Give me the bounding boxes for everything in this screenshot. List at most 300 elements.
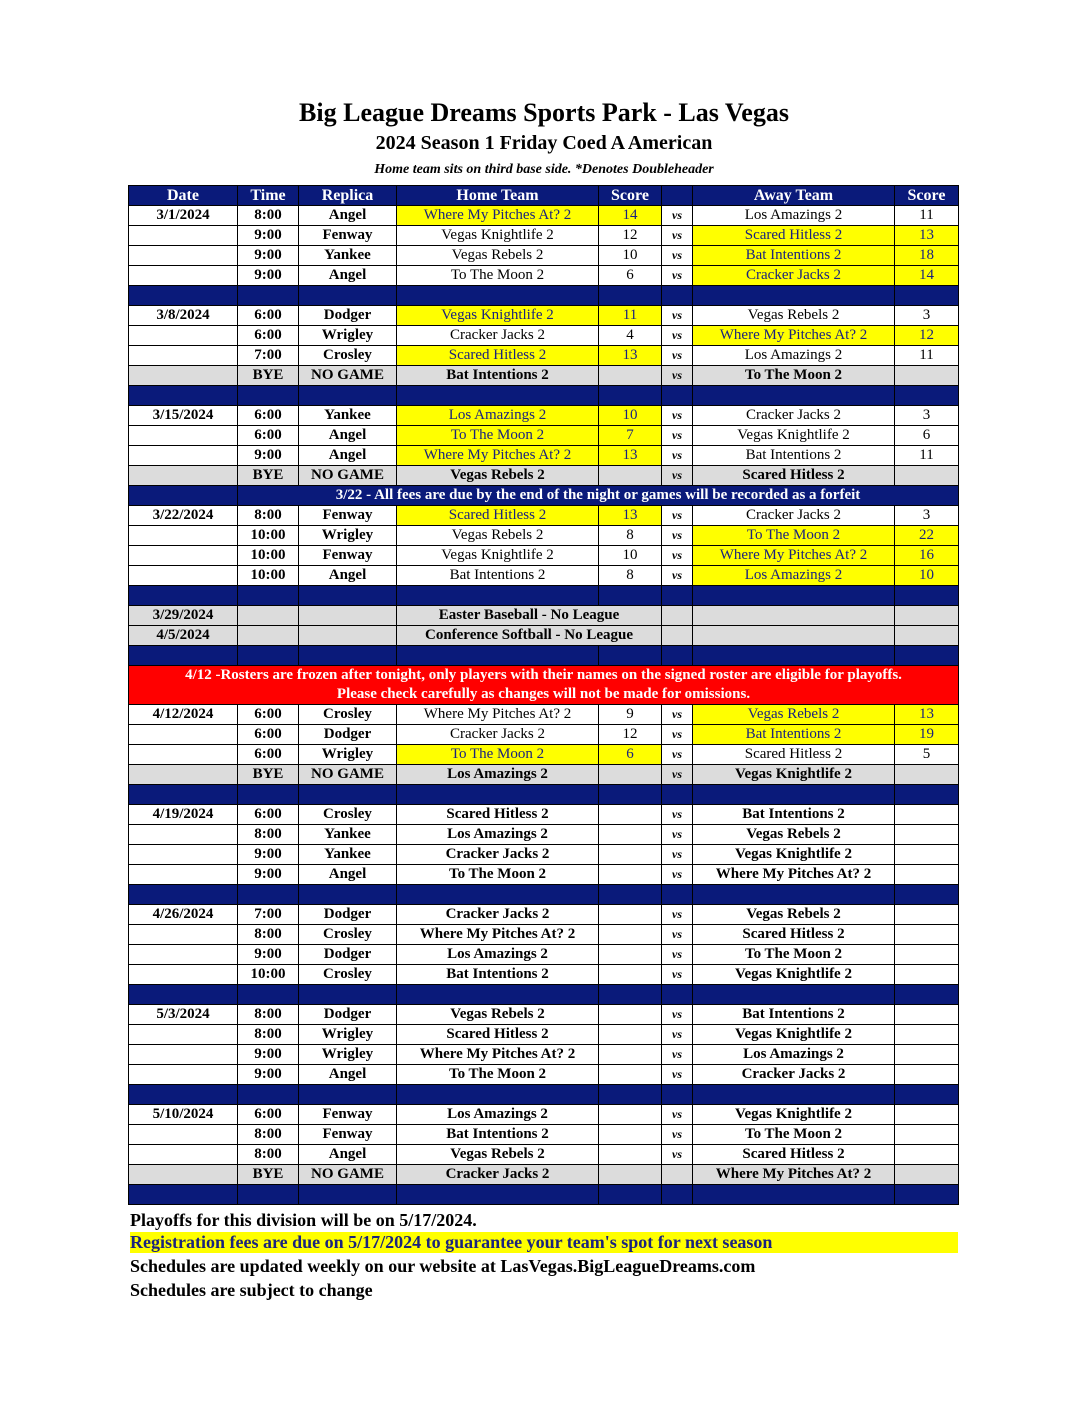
away-team-cell: Vegas Knightlife 2 bbox=[693, 1105, 895, 1125]
home-score-cell: 8 bbox=[599, 526, 662, 546]
home-score-cell: 12 bbox=[599, 725, 662, 745]
game-row bbox=[129, 1025, 959, 1045]
replica-cell: Angel bbox=[299, 566, 397, 586]
home-score-cell: 6 bbox=[599, 745, 662, 765]
time-cell: 9:00 bbox=[238, 226, 299, 246]
vs-cell: vs bbox=[662, 925, 693, 945]
separator-cell bbox=[299, 885, 397, 905]
replica-cell: Dodger bbox=[299, 725, 397, 745]
home-team-cell: Where My Pitches At? 2 bbox=[397, 705, 599, 725]
vs-cell: vs bbox=[662, 226, 693, 246]
game-row bbox=[129, 326, 959, 346]
separator-row bbox=[129, 1185, 959, 1205]
header-home-team: Home Team bbox=[397, 186, 599, 206]
replica-cell: Wrigley bbox=[299, 1045, 397, 1065]
game-row bbox=[129, 266, 959, 286]
away-team-cell bbox=[693, 606, 895, 626]
game-row bbox=[129, 346, 959, 366]
no-league-row bbox=[129, 626, 959, 646]
game-row bbox=[129, 1145, 959, 1165]
away-score-cell bbox=[895, 466, 959, 486]
away-score-cell: 11 bbox=[895, 446, 959, 466]
home-team-cell: Vegas Rebels 2 bbox=[397, 1145, 599, 1165]
separator-cell bbox=[693, 386, 895, 406]
date-cell: 5/3/2024 bbox=[129, 1005, 238, 1025]
away-score-cell bbox=[895, 1045, 959, 1065]
away-team-cell: Cracker Jacks 2 bbox=[693, 266, 895, 286]
home-score-cell bbox=[599, 765, 662, 785]
time-cell: 6:00 bbox=[238, 705, 299, 725]
time-cell: 10:00 bbox=[238, 546, 299, 566]
time-cell: 9:00 bbox=[238, 865, 299, 885]
time-cell bbox=[238, 626, 299, 646]
no-league-row bbox=[129, 606, 959, 626]
away-score-cell: 11 bbox=[895, 206, 959, 226]
home-score-cell: 4 bbox=[599, 326, 662, 346]
home-score-cell: 8 bbox=[599, 566, 662, 586]
game-row bbox=[129, 206, 959, 226]
separator-cell bbox=[299, 985, 397, 1005]
registration-note: Registration fees are due on 5/17/2024 to guarantee your team's spot for next season bbox=[130, 1232, 958, 1253]
home-score-cell bbox=[599, 1145, 662, 1165]
date-cell: 4/12/2024 bbox=[129, 705, 238, 725]
replica-cell: Crosley bbox=[299, 925, 397, 945]
separator-cell bbox=[129, 646, 238, 666]
bye-row bbox=[129, 1165, 959, 1185]
away-team-cell: Bat Intentions 2 bbox=[693, 1005, 895, 1025]
away-team-cell: Los Amazings 2 bbox=[693, 206, 895, 226]
game-row bbox=[129, 446, 959, 466]
separator-cell bbox=[662, 1085, 693, 1105]
away-team-cell: To The Moon 2 bbox=[693, 945, 895, 965]
date-cell: 4/26/2024 bbox=[129, 905, 238, 925]
game-row bbox=[129, 226, 959, 246]
time-cell: 9:00 bbox=[238, 246, 299, 266]
date-cell: 3/1/2024 bbox=[129, 206, 238, 226]
date-cell: 3/29/2024 bbox=[129, 606, 238, 626]
time-cell: 10:00 bbox=[238, 566, 299, 586]
away-score-cell: 14 bbox=[895, 266, 959, 286]
away-team-cell: Los Amazings 2 bbox=[693, 346, 895, 366]
separator-cell bbox=[129, 785, 238, 805]
playoffs-note: Playoffs for this division will be on 5/17/2024. bbox=[130, 1210, 477, 1230]
date-cell bbox=[129, 466, 238, 486]
away-team-cell: Scared Hitless 2 bbox=[693, 466, 895, 486]
time-cell: 10:00 bbox=[238, 965, 299, 985]
separator-cell bbox=[599, 386, 662, 406]
away-score-cell: 13 bbox=[895, 226, 959, 246]
page-subtitle: 2024 Season 1 Friday Coed A American bbox=[375, 132, 713, 154]
replica-cell: Angel bbox=[299, 1065, 397, 1085]
date-cell bbox=[129, 346, 238, 366]
away-team-cell: Vegas Knightlife 2 bbox=[693, 845, 895, 865]
home-score-cell: 6 bbox=[599, 266, 662, 286]
home-team-cell: Vegas Knightlife 2 bbox=[397, 546, 599, 566]
vs-cell: vs bbox=[662, 506, 693, 526]
schedule-note: Home team sits on third base side. *Denotes Doubleheader bbox=[374, 162, 714, 177]
replica-cell: Fenway bbox=[299, 1125, 397, 1145]
separator-row bbox=[129, 286, 959, 306]
away-score-cell bbox=[895, 1065, 959, 1085]
game-row bbox=[129, 1125, 959, 1145]
date-cell bbox=[129, 266, 238, 286]
home-team-cell: Cracker Jacks 2 bbox=[397, 725, 599, 745]
separator-cell bbox=[599, 1185, 662, 1205]
date-cell bbox=[129, 865, 238, 885]
away-score-cell: 18 bbox=[895, 246, 959, 266]
separator-cell bbox=[238, 985, 299, 1005]
replica-cell: Wrigley bbox=[299, 745, 397, 765]
game-row bbox=[129, 506, 959, 526]
vs-cell: vs bbox=[662, 1145, 693, 1165]
time-cell: 6:00 bbox=[238, 326, 299, 346]
home-team-cell: Los Amazings 2 bbox=[397, 1105, 599, 1125]
bye-row bbox=[129, 466, 959, 486]
time-cell: 8:00 bbox=[238, 925, 299, 945]
game-row bbox=[129, 426, 959, 446]
home-score-cell bbox=[599, 965, 662, 985]
separator-row bbox=[129, 985, 959, 1005]
replica-cell: Yankee bbox=[299, 406, 397, 426]
date-cell: 4/5/2024 bbox=[129, 626, 238, 646]
home-team-cell: Los Amazings 2 bbox=[397, 765, 599, 785]
home-team-cell: Vegas Rebels 2 bbox=[397, 526, 599, 546]
time-cell: 6:00 bbox=[238, 1105, 299, 1125]
home-team-cell: Where My Pitches At? 2 bbox=[397, 1045, 599, 1065]
away-score-cell: 3 bbox=[895, 406, 959, 426]
away-score-cell bbox=[895, 925, 959, 945]
roster-notice-line1: 4/12 -Rosters are frozen after tonight, only players with their names on the signed roster are eligible for playoffs. bbox=[185, 667, 902, 683]
away-team-cell: Scared Hitless 2 bbox=[693, 925, 895, 945]
away-team-cell: Vegas Rebels 2 bbox=[693, 825, 895, 845]
separator-cell bbox=[129, 486, 238, 506]
separator-cell bbox=[397, 646, 599, 666]
home-score-cell bbox=[599, 466, 662, 486]
away-team-cell bbox=[693, 626, 895, 646]
home-score-cell: 13 bbox=[599, 346, 662, 366]
away-team-cell: Los Amazings 2 bbox=[693, 1045, 895, 1065]
time-cell: BYE bbox=[238, 466, 299, 486]
away-team-cell: Cracker Jacks 2 bbox=[693, 1065, 895, 1085]
home-score-cell bbox=[599, 845, 662, 865]
vs-cell: vs bbox=[662, 546, 693, 566]
home-team-cell: To The Moon 2 bbox=[397, 745, 599, 765]
separator-cell bbox=[238, 785, 299, 805]
away-team-cell: Vegas Rebels 2 bbox=[693, 306, 895, 326]
time-cell: 6:00 bbox=[238, 805, 299, 825]
separator-cell bbox=[238, 646, 299, 666]
replica-cell: NO GAME bbox=[299, 1165, 397, 1185]
separator-cell bbox=[397, 1185, 599, 1205]
separator-cell bbox=[662, 1185, 693, 1205]
date-cell: 4/19/2024 bbox=[129, 805, 238, 825]
away-score-cell bbox=[895, 965, 959, 985]
vs-cell: vs bbox=[662, 526, 693, 546]
away-team-cell: Scared Hitless 2 bbox=[693, 745, 895, 765]
separator-row bbox=[129, 646, 959, 666]
separator-cell bbox=[129, 885, 238, 905]
time-cell: BYE bbox=[238, 366, 299, 386]
game-row bbox=[129, 566, 959, 586]
time-cell: 6:00 bbox=[238, 745, 299, 765]
home-score-cell bbox=[599, 1005, 662, 1025]
replica-cell: NO GAME bbox=[299, 366, 397, 386]
home-team-cell: Scared Hitless 2 bbox=[397, 805, 599, 825]
away-team-cell: Scared Hitless 2 bbox=[693, 1145, 895, 1165]
away-team-cell: To The Moon 2 bbox=[693, 526, 895, 546]
separator-cell bbox=[129, 286, 238, 306]
away-team-cell: Bat Intentions 2 bbox=[693, 725, 895, 745]
away-score-cell bbox=[895, 626, 959, 646]
game-row bbox=[129, 865, 959, 885]
game-row bbox=[129, 845, 959, 865]
separator-cell bbox=[662, 646, 693, 666]
vs-cell: vs bbox=[662, 326, 693, 346]
separator-cell bbox=[238, 1085, 299, 1105]
time-cell: 9:00 bbox=[238, 945, 299, 965]
away-score-cell: 5 bbox=[895, 745, 959, 765]
home-team-cell: Los Amazings 2 bbox=[397, 945, 599, 965]
date-cell bbox=[129, 566, 238, 586]
home-score-cell bbox=[599, 1045, 662, 1065]
home-score-cell bbox=[599, 1125, 662, 1145]
separator-cell bbox=[662, 286, 693, 306]
separator-cell bbox=[397, 985, 599, 1005]
home-team-cell: To The Moon 2 bbox=[397, 1065, 599, 1085]
bye-row bbox=[129, 366, 959, 386]
separator-cell bbox=[129, 1185, 238, 1205]
date-cell bbox=[129, 446, 238, 466]
away-team-cell: To The Moon 2 bbox=[693, 1125, 895, 1145]
separator-cell bbox=[397, 1085, 599, 1105]
away-score-cell bbox=[895, 1025, 959, 1045]
schedule-body bbox=[129, 186, 959, 1205]
time-cell: 7:00 bbox=[238, 346, 299, 366]
vs-cell: vs bbox=[662, 266, 693, 286]
time-cell: 6:00 bbox=[238, 406, 299, 426]
separator-cell bbox=[662, 386, 693, 406]
date-cell: 5/10/2024 bbox=[129, 1105, 238, 1125]
vs-cell: vs bbox=[662, 725, 693, 745]
replica-cell: Yankee bbox=[299, 825, 397, 845]
away-score-cell bbox=[895, 845, 959, 865]
date-cell bbox=[129, 426, 238, 446]
separator-cell bbox=[693, 586, 895, 606]
vs-cell: vs bbox=[662, 466, 693, 486]
home-score-cell bbox=[599, 865, 662, 885]
separator-cell bbox=[299, 1185, 397, 1205]
separator-cell bbox=[693, 646, 895, 666]
home-team-cell: Vegas Knightlife 2 bbox=[397, 306, 599, 326]
replica-cell: Angel bbox=[299, 446, 397, 466]
replica-cell: Angel bbox=[299, 865, 397, 885]
away-score-cell: 6 bbox=[895, 426, 959, 446]
header-replica: Replica bbox=[299, 186, 397, 206]
separator-cell bbox=[599, 885, 662, 905]
home-score-cell bbox=[599, 945, 662, 965]
replica-cell: Fenway bbox=[299, 546, 397, 566]
home-team-cell: Scared Hitless 2 bbox=[397, 346, 599, 366]
away-score-cell bbox=[895, 825, 959, 845]
vs-cell: vs bbox=[662, 566, 693, 586]
away-team-cell: Vegas Knightlife 2 bbox=[693, 965, 895, 985]
separator-cell bbox=[895, 785, 959, 805]
separator-cell bbox=[129, 1085, 238, 1105]
away-score-cell bbox=[895, 945, 959, 965]
time-cell: 6:00 bbox=[238, 426, 299, 446]
time-cell: BYE bbox=[238, 765, 299, 785]
vs-cell: vs bbox=[662, 1025, 693, 1045]
replica-cell: NO GAME bbox=[299, 466, 397, 486]
game-row bbox=[129, 805, 959, 825]
time-cell: 9:00 bbox=[238, 1045, 299, 1065]
vs-cell bbox=[662, 1165, 693, 1185]
time-cell: 8:00 bbox=[238, 206, 299, 226]
game-row bbox=[129, 745, 959, 765]
replica-cell: Fenway bbox=[299, 226, 397, 246]
separator-cell bbox=[895, 286, 959, 306]
vs-cell: vs bbox=[662, 1105, 693, 1125]
away-team-cell: Vegas Knightlife 2 bbox=[693, 426, 895, 446]
separator-cell bbox=[662, 985, 693, 1005]
home-team-cell: Bat Intentions 2 bbox=[397, 965, 599, 985]
vs-cell: vs bbox=[662, 965, 693, 985]
fee-notice: 3/22 - All fees are due by the end of the night or games will be recorded as a forfeit bbox=[238, 486, 959, 506]
away-score-cell bbox=[895, 1165, 959, 1185]
no-league-label: Conference Softball - No League bbox=[397, 626, 662, 646]
home-team-cell: To The Moon 2 bbox=[397, 266, 599, 286]
date-cell bbox=[129, 226, 238, 246]
separator-cell bbox=[129, 586, 238, 606]
separator-cell bbox=[895, 646, 959, 666]
time-cell: 8:00 bbox=[238, 1005, 299, 1025]
time-cell: 9:00 bbox=[238, 266, 299, 286]
time-cell: 9:00 bbox=[238, 446, 299, 466]
schedule-table bbox=[128, 185, 959, 1205]
home-team-cell: Cracker Jacks 2 bbox=[397, 845, 599, 865]
date-cell bbox=[129, 546, 238, 566]
date-cell bbox=[129, 745, 238, 765]
separator-cell bbox=[238, 1185, 299, 1205]
date-cell bbox=[129, 1165, 238, 1185]
away-score-cell: 11 bbox=[895, 346, 959, 366]
separator-row bbox=[129, 885, 959, 905]
home-score-cell: 13 bbox=[599, 506, 662, 526]
away-score-cell: 19 bbox=[895, 725, 959, 745]
away-team-cell: Bat Intentions 2 bbox=[693, 446, 895, 466]
separator-cell bbox=[662, 885, 693, 905]
date-cell bbox=[129, 526, 238, 546]
game-row bbox=[129, 306, 959, 326]
replica-cell: Wrigley bbox=[299, 526, 397, 546]
separator-cell bbox=[238, 885, 299, 905]
vs-cell: vs bbox=[662, 865, 693, 885]
away-score-cell bbox=[895, 765, 959, 785]
away-score-cell bbox=[895, 805, 959, 825]
date-cell bbox=[129, 1045, 238, 1065]
home-team-cell: Scared Hitless 2 bbox=[397, 506, 599, 526]
vs-cell: vs bbox=[662, 905, 693, 925]
home-team-cell: Vegas Rebels 2 bbox=[397, 246, 599, 266]
separator-cell bbox=[299, 1085, 397, 1105]
vs-cell: vs bbox=[662, 426, 693, 446]
time-cell: 8:00 bbox=[238, 1145, 299, 1165]
away-score-cell: 10 bbox=[895, 566, 959, 586]
time-cell: 8:00 bbox=[238, 506, 299, 526]
separator-cell bbox=[299, 785, 397, 805]
replica-cell: Dodger bbox=[299, 945, 397, 965]
date-cell: 3/15/2024 bbox=[129, 406, 238, 426]
away-score-cell: 3 bbox=[895, 506, 959, 526]
separator-cell bbox=[693, 286, 895, 306]
time-cell: BYE bbox=[238, 1165, 299, 1185]
away-team-cell: Cracker Jacks 2 bbox=[693, 506, 895, 526]
away-score-cell bbox=[895, 865, 959, 885]
game-row bbox=[129, 406, 959, 426]
replica-cell: Wrigley bbox=[299, 1025, 397, 1045]
game-row bbox=[129, 965, 959, 985]
replica-cell: Angel bbox=[299, 426, 397, 446]
vs-cell: vs bbox=[662, 945, 693, 965]
vs-cell: vs bbox=[662, 765, 693, 785]
separator-cell bbox=[693, 1185, 895, 1205]
home-team-cell: Where My Pitches At? 2 bbox=[397, 446, 599, 466]
vs-cell: vs bbox=[662, 1005, 693, 1025]
header-away-score: Score bbox=[895, 186, 959, 206]
separator-cell bbox=[129, 985, 238, 1005]
home-team-cell: To The Moon 2 bbox=[397, 426, 599, 446]
replica-cell: Yankee bbox=[299, 246, 397, 266]
separator-cell bbox=[693, 885, 895, 905]
game-row bbox=[129, 1005, 959, 1025]
separator-cell bbox=[895, 386, 959, 406]
roster-notice-line2: Please check carefully as changes will not be made for omissions. bbox=[336, 686, 751, 702]
away-score-cell: 22 bbox=[895, 526, 959, 546]
home-score-cell bbox=[599, 1025, 662, 1045]
time-cell: 7:00 bbox=[238, 905, 299, 925]
separator-cell bbox=[299, 586, 397, 606]
separator-cell bbox=[397, 785, 599, 805]
date-cell bbox=[129, 825, 238, 845]
home-team-cell: Bat Intentions 2 bbox=[397, 566, 599, 586]
vs-cell bbox=[662, 606, 693, 626]
separator-row bbox=[129, 386, 959, 406]
game-row bbox=[129, 825, 959, 845]
game-row bbox=[129, 1045, 959, 1065]
away-team-cell: Vegas Rebels 2 bbox=[693, 705, 895, 725]
away-score-cell: 13 bbox=[895, 705, 959, 725]
replica-cell: Fenway bbox=[299, 506, 397, 526]
vs-cell: vs bbox=[662, 406, 693, 426]
vs-cell: vs bbox=[662, 1045, 693, 1065]
replica-cell: Fenway bbox=[299, 1105, 397, 1125]
page-title: Big League Dreams Sports Park - Las Vegas bbox=[299, 98, 789, 127]
time-cell: 8:00 bbox=[238, 1125, 299, 1145]
replica-cell bbox=[299, 626, 397, 646]
separator-cell bbox=[599, 1085, 662, 1105]
home-score-cell: 14 bbox=[599, 206, 662, 226]
game-row bbox=[129, 725, 959, 745]
home-score-cell: 11 bbox=[599, 306, 662, 326]
time-cell: 8:00 bbox=[238, 1025, 299, 1045]
home-score-cell: 7 bbox=[599, 426, 662, 446]
header-row bbox=[129, 186, 959, 206]
vs-cell: vs bbox=[662, 845, 693, 865]
separator-cell bbox=[238, 386, 299, 406]
separator-cell bbox=[895, 586, 959, 606]
home-score-cell: 10 bbox=[599, 406, 662, 426]
away-team-cell: Vegas Knightlife 2 bbox=[693, 765, 895, 785]
